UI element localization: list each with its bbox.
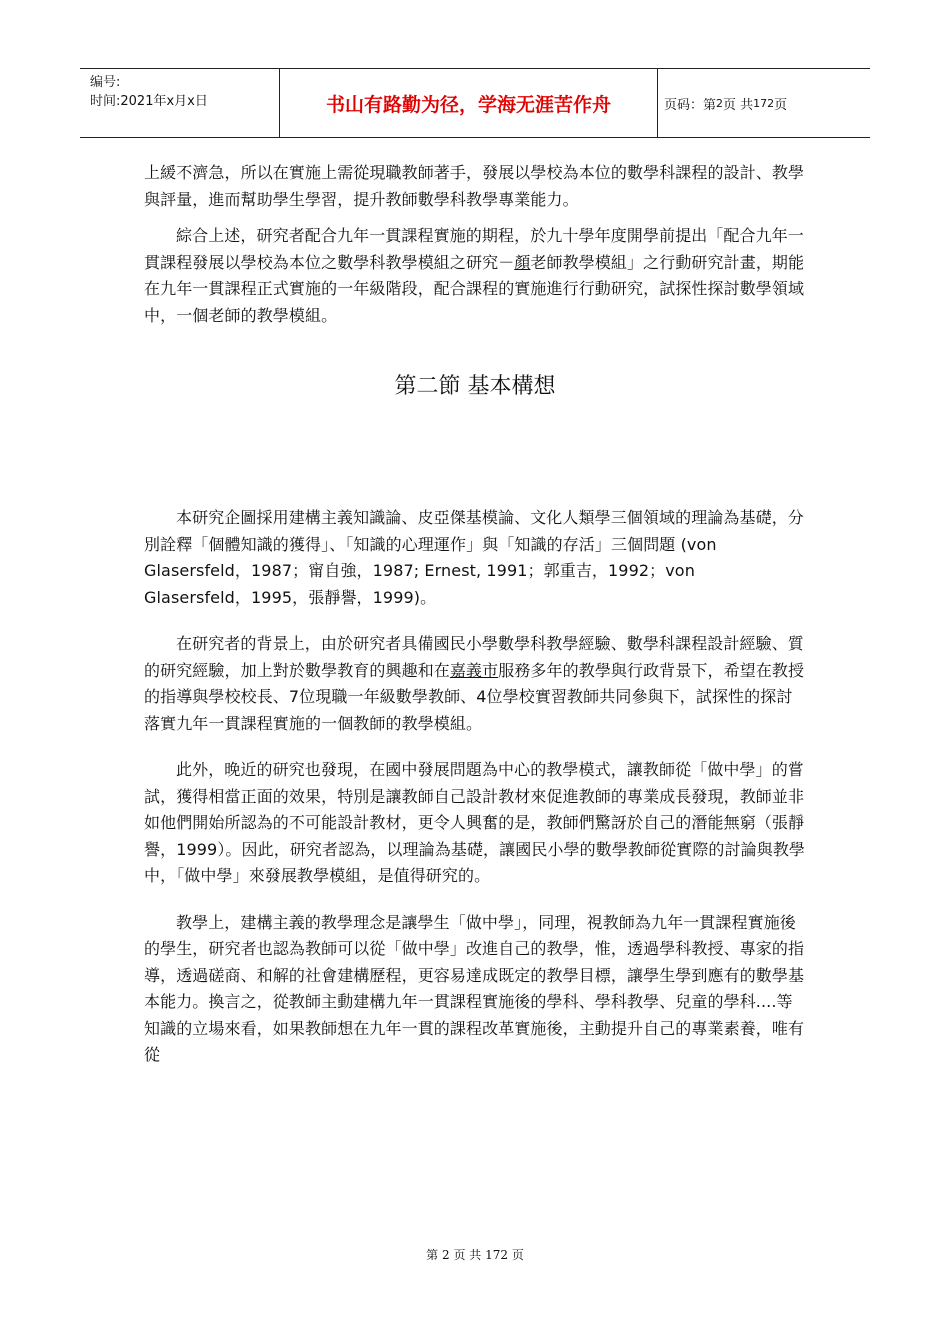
paragraph-block-2 — [144, 505, 806, 1069]
footer-current: 2 — [441, 1248, 450, 1262]
background-underlined: 嘉義市 — [449, 660, 499, 680]
page-current: 2 — [716, 96, 724, 110]
paragraph-continued: 上緩不濟急，所以在實施上需從現職教師著手，發展以學校為本位的數學科課程的設計、教學與評量，進而幫助學生學習，提升教師數學科教學專業能力。 — [144, 163, 805, 209]
paragraph-background — [144, 631, 806, 737]
page-footer — [0, 1246, 950, 1263]
summary-text-a: 綜合上述，研究者配合九年一貫課程實施的期程，於九十學年度開學前提出「配合九年一貫課程發展以學校為本位之數學科教學模組之研究－ — [144, 226, 804, 272]
header-meta-cell — [80, 69, 280, 137]
time-line — [90, 92, 279, 111]
page-label: 页码：第 — [664, 97, 717, 113]
background-text-b: 服務多年的教學與行政背景下，希望在教授的指導與學校校長、7位現職一年級數學教師、4位學校實習教師共同參與下，試探性的探討落實九年一貫課程實施的一個教師的教學模組。 — [144, 660, 805, 733]
header-table — [80, 68, 870, 138]
paragraph-summary — [144, 223, 806, 329]
page-mid: 页 共 — [723, 97, 754, 113]
footer-total: 172 — [485, 1248, 509, 1262]
page-info-cell — [658, 69, 870, 137]
footer-mid: 页 共 — [453, 1248, 482, 1262]
footer-pre: 第 — [426, 1248, 439, 1262]
paragraph-block-1 — [144, 160, 806, 329]
summary-text-b: 老師教學模組」之行動研究計畫，期能在九年一貫課程正式實施的一年級階段，配合課程的實施進行行動研究，試探性探討數學領域中，一個老師的教學模組。 — [144, 252, 805, 325]
motto-text: 书山有路勤为径，学海无涯苦作舟 — [325, 93, 611, 116]
time-value: 2021年x月x日 — [120, 94, 208, 109]
paragraph-teaching: 教學上，建構主義的教學理念是讓學生「做中學」，同理，視教師為九年一貫課程實施後的學生，研究者也認為教師可以從「做中學」改進自己的教學，惟，透過學科教授、專家的指導，透過磋商、和解的社會建構歷程，更容易達成既定的教學目標，讓學生學到應有的數學基本能力。換言之，從教師主動建構九年一貫課程實施後的學科、學科教學、兒童的學科....等知識的立場來看，如果教師想在九年一貫的課程改革實施後，主動提升自己的專業素養，唯有從 — [144, 912, 805, 1064]
number-label: 编号: — [90, 75, 121, 90]
motto-cell — [280, 69, 658, 137]
time-label: 时间: — [90, 94, 121, 109]
paragraph-theory: 本研究企圖採用建構主義知識論、皮亞傑基模論、文化人類學三個領域的理論為基礎，分別詮釋「個體知識的獲得」、「知識的心理運作」與「知識的存活」三個問題 (von Glasersfeld，1987；甯自強，1987; Ernest, 1991；郭重吉，1992；von Glasersfeld，1995，張靜譽，1999)。 — [144, 508, 804, 607]
footer-end: 页 — [511, 1248, 524, 1262]
section-title: 第二節 基本構想 — [394, 374, 556, 399]
page-end: 页 — [774, 97, 788, 113]
paragraph-research: 此外，晚近的研究也發現，在國中發展問題為中心的教學模式，讓教師從「做中學」的嘗試，獲得相當正面的效果，特別是讓教師自己設計教材來促進教師的專業成長發現，教師並非如他們開始所認為的不可能設計教材，更令人興奮的是，教師們驚訝於自己的潛能無窮（張靜譽，1999）。因此，研究者認為，以理論為基礎，讓國民小學的數學教師從實際的討論與教學中，「做中學」來發展教學模組，是值得研究的。 — [144, 760, 806, 885]
page-total: 172 — [753, 96, 775, 110]
summary-underlined: 顏 — [514, 252, 531, 272]
background-text-a: 在研究者的背景上，由於研究者具備國民小學數學科教學經驗、數學科課程設計經驗、質的研究經驗，加上對於數學教育的興趣和在 — [144, 634, 804, 680]
